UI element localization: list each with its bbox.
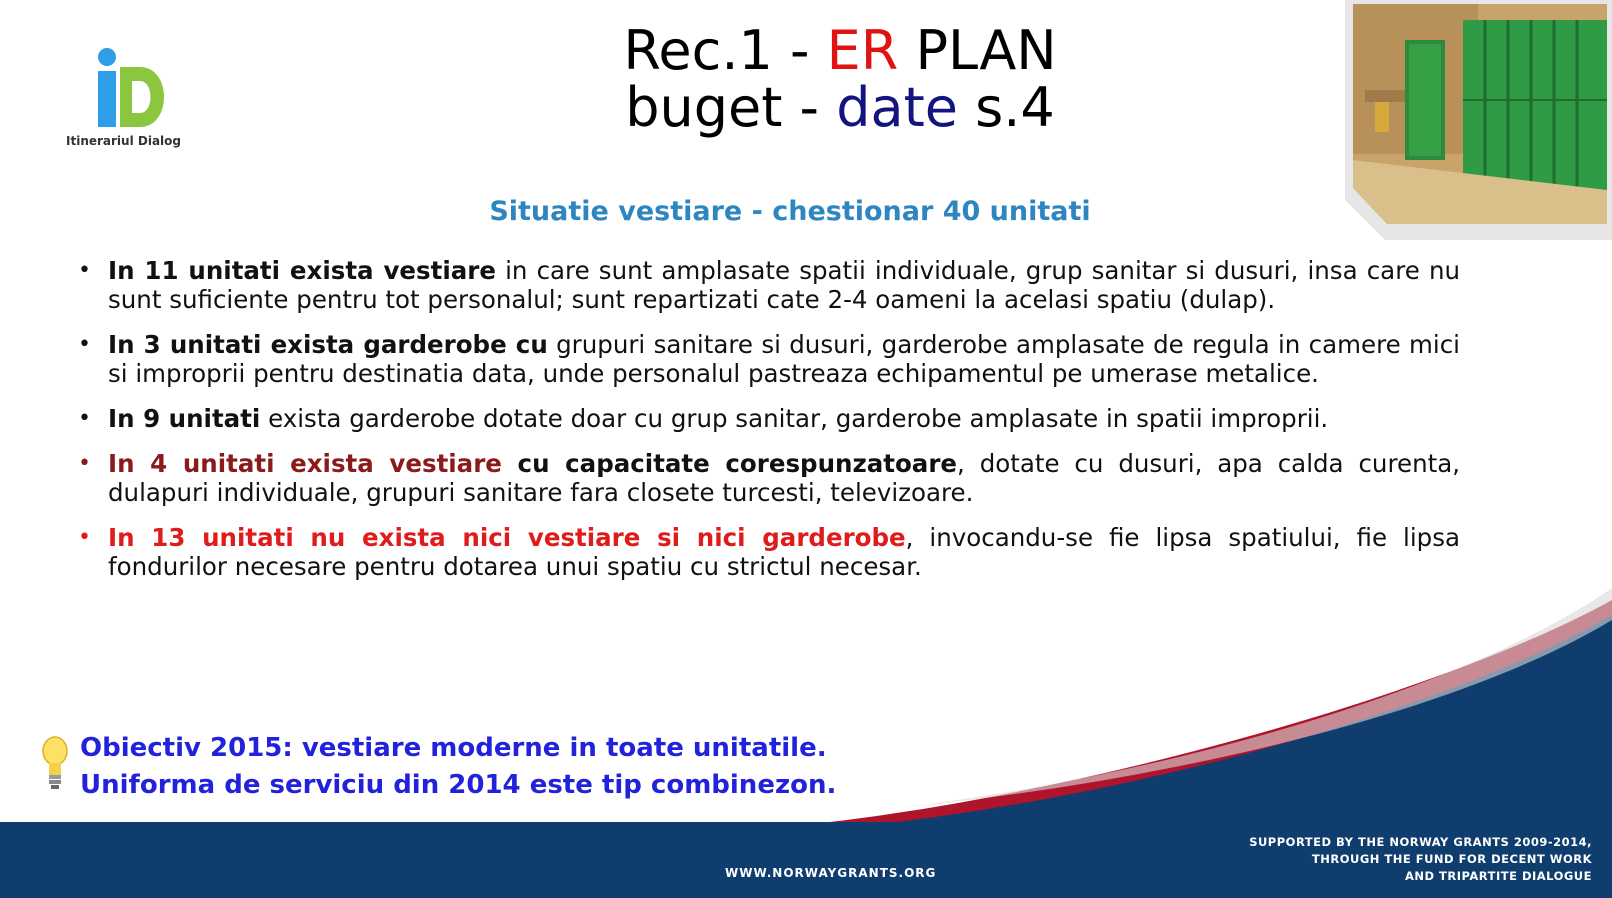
objective-line: Uniforma de serviciu din 2014 este tip combinezon.: [80, 770, 837, 800]
list-item: [78, 256, 1460, 314]
bullet-highlight-text: In 4 unitati exista vestiare: [108, 449, 502, 478]
bullet-dot: •: [78, 332, 91, 357]
footer-url: WWW.NORWAYGRANTS.ORG: [725, 866, 937, 880]
bullet-bold-text: In 3 unitati exista garderobe cu: [108, 330, 548, 359]
list-item: [78, 449, 1460, 507]
bullet-bold-text: In 9 unitati: [108, 404, 261, 433]
title-part: Rec.1 -: [623, 19, 827, 82]
bullet-dot: •: [78, 525, 91, 550]
title-highlight-date: date: [836, 76, 958, 139]
bullet-list: [78, 256, 1460, 597]
bullet-text: grupuri sanitare si dusuri, garderobe amplasate de regula in camere mici si improprii pentru destinatia data, unde personalul pastreaza echipamentul pe umerase metalice.: [108, 330, 1460, 388]
locker-room-photo: [1345, 0, 1612, 240]
bullet-bold-text: In 11 unitati exista vestiare: [108, 256, 496, 285]
list-item: [78, 404, 1460, 433]
list-item: [78, 330, 1460, 388]
bullet-highlight-text: In 13 unitati nu exista nici vestiare si nici garderobe: [108, 523, 906, 552]
bullet-text: , invocandu-se fie lipsa spatiului, fie lipsa fondurilor necesare pentru dotarea unui spatiu cu strictul necesar.: [108, 523, 1460, 581]
list-item: [78, 523, 1460, 581]
bullet-dot: •: [78, 406, 91, 431]
bullet-dot: •: [78, 258, 91, 283]
logo-text: Itinerariul Dialog: [66, 134, 181, 148]
bullet-bold-text: cu capacitate corespunzatoare: [501, 449, 958, 478]
bullet-dot: •: [78, 451, 91, 476]
title-highlight-er: ER: [826, 19, 899, 82]
objective-line: Obiectiv 2015: vestiare moderne in toate unitatile.: [80, 733, 827, 763]
footer-support-text: [1200, 834, 1592, 885]
title-part: buget -: [625, 76, 837, 139]
objective-block: [80, 730, 836, 804]
slide-title: [440, 19, 1240, 139]
bullet-text: , dotate cu dusuri, apa calda curenta, dulapuri individuale, grupuri sanitare fara closete turcesti, televizoare.: [108, 449, 1460, 507]
lightbulb-icon: [40, 735, 70, 791]
bullet-text: in care sunt amplasate spatii individuale, grup sanitar si dusuri, insa care nu sunt suficiente pentru tot personalul; sunt repartizati cate 2-4 oameni la acelasi spatiu (dulap).: [108, 256, 1461, 314]
footer-support-line: AND TRIPARTITE DIALOGUE: [1404, 869, 1592, 883]
bullet-text: exista garderobe dotate doar cu grup sanitar, garderobe amplasate in spatii improprii.: [260, 404, 1329, 433]
title-part: s.4: [957, 76, 1055, 139]
section-subtitle: Situatie vestiare - chestionar 40 unitati: [489, 196, 1091, 227]
footer-support-line: THROUGH THE FUND FOR DECENT WORK: [1311, 852, 1592, 866]
footer-support-line: SUPPORTED BY THE NORWAY GRANTS 2009-2014,: [1249, 835, 1592, 849]
title-part: PLAN: [898, 19, 1057, 82]
